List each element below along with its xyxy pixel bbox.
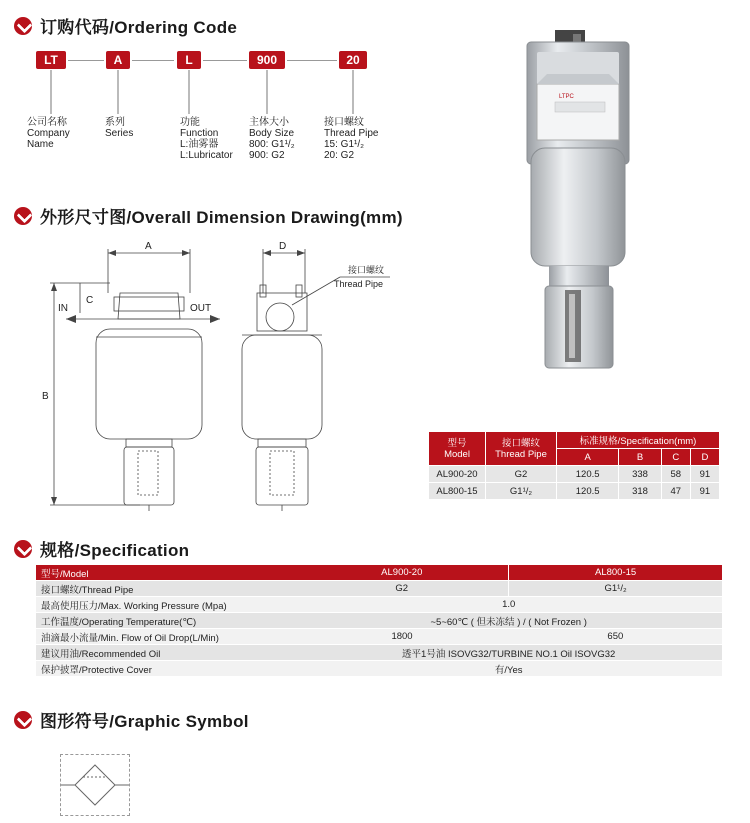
th-col-d: D — [690, 449, 719, 466]
spec-label: 最高使用压力/Max. Working Pressure (Mpa) — [36, 597, 295, 613]
spec-label: 保护披罩/Protective Cover — [36, 661, 295, 677]
th-thread: 接口螺纹 Thread Pipe — [486, 432, 557, 466]
label-function: 功能 Function L:油雾器 L:Lubricator — [180, 117, 233, 161]
dimension-section-header — [14, 203, 403, 228]
spec-value: 有/Yes — [295, 661, 722, 677]
cell: AL800-15 — [429, 483, 486, 500]
code-series: A — [106, 51, 130, 69]
ordering-title: 订购代码/Ordering Code — [40, 18, 238, 37]
out-label: OUT — [190, 303, 212, 314]
table-row — [429, 483, 720, 500]
spec-label: 油滴最小流量/Min. Flow of Oil Drop(L/Min) — [36, 629, 295, 645]
label-thread: 接口螺纹 Thread Pipe 15: G1¹/₂ 20: G2 — [324, 117, 379, 161]
th-spec: 标准规格/Specification(mm) — [557, 432, 720, 449]
graphic-section-header — [14, 707, 249, 732]
cell: 120.5 — [557, 483, 619, 500]
th-col-b: B — [619, 449, 661, 466]
spec-header-row — [36, 565, 722, 581]
spec-header-model-2: AL800-15 — [509, 565, 722, 581]
cell: G1¹/₂ — [486, 483, 557, 500]
in-label: IN — [58, 303, 68, 314]
spec-title: 规格/Specification — [40, 541, 190, 560]
thread-label-en: Thread Pipe — [334, 279, 384, 289]
dim-c-label: C — [86, 295, 94, 306]
thread-label-cn: 接口螺纹 — [348, 265, 385, 275]
code-body-size: 900 — [249, 51, 285, 69]
cell: 318 — [619, 483, 661, 500]
dim-b-label: B — [42, 391, 49, 402]
spec-label: 建议用油/Recommended Oil — [36, 645, 295, 661]
th-col-c: C — [661, 449, 690, 466]
cell: 91 — [690, 466, 719, 483]
code-company: LT — [36, 51, 66, 69]
product-photo — [505, 28, 655, 380]
cell: AL900-20 — [429, 466, 486, 483]
spec-value: 透平1号油 ISOVG32/TURBINE NO.1 Oil ISOVG32 — [295, 645, 722, 661]
table-row — [36, 645, 722, 661]
spec-section-header — [14, 536, 189, 561]
brand-label: LTPC — [559, 94, 574, 100]
code-thread: 20 — [339, 51, 367, 69]
spec-value: 1.0 — [295, 597, 722, 613]
dimension-table — [428, 431, 720, 500]
chevron-bullet-icon — [14, 540, 32, 558]
spec-value: G2 — [295, 581, 508, 597]
chevron-bullet-icon — [14, 207, 32, 225]
spec-label: 工作温度/Operating Temperature(℃) — [36, 613, 295, 629]
spec-value: 650 — [509, 629, 722, 645]
table-row — [36, 629, 722, 645]
table-row — [36, 597, 722, 613]
cell: 91 — [690, 483, 719, 500]
dimension-title: 外形尺寸图/Overall Dimension Drawing(mm) — [40, 208, 403, 227]
spec-label: 接口螺纹/Thread Pipe — [36, 581, 295, 597]
lubricator-symbol-icon — [61, 755, 129, 815]
spec-header-model-1: AL900-20 — [295, 565, 508, 581]
cell: G2 — [486, 466, 557, 483]
cell: 338 — [619, 466, 661, 483]
spec-header-label: 型号/Model — [36, 565, 295, 581]
spec-value: 1800 — [295, 629, 508, 645]
graphic-title: 图形符号/Graphic Symbol — [40, 712, 249, 731]
cell: 58 — [661, 466, 690, 483]
code-leader-lines — [0, 0, 400, 120]
table-row — [429, 466, 720, 483]
label-company: 公司名称 Company Name — [27, 117, 70, 150]
cell: 47 — [661, 483, 690, 500]
dim-d-label: D — [279, 241, 287, 252]
spec-value: ~5~60℃ ( 但未冻结 ) / ( Not Frozen ) — [295, 613, 722, 629]
table-row — [36, 661, 722, 677]
th-model: 型号 Model — [429, 432, 486, 466]
cell: 120.5 — [557, 466, 619, 483]
chevron-bullet-icon — [14, 711, 32, 729]
graphic-symbol-frame — [60, 754, 130, 816]
dimension-drawing — [30, 235, 430, 515]
th-col-a: A — [557, 449, 619, 466]
dim-a-label: A — [145, 241, 152, 252]
table-row — [36, 581, 722, 597]
spec-table — [36, 565, 722, 677]
label-body-size: 主体大小 Body Size 800: G1¹/₂ 900: G2 — [249, 117, 295, 161]
label-series: 系列 Series — [105, 117, 134, 139]
code-function: L — [177, 51, 201, 69]
table-row — [36, 613, 722, 629]
spec-value: G1¹/₂ — [509, 581, 722, 597]
